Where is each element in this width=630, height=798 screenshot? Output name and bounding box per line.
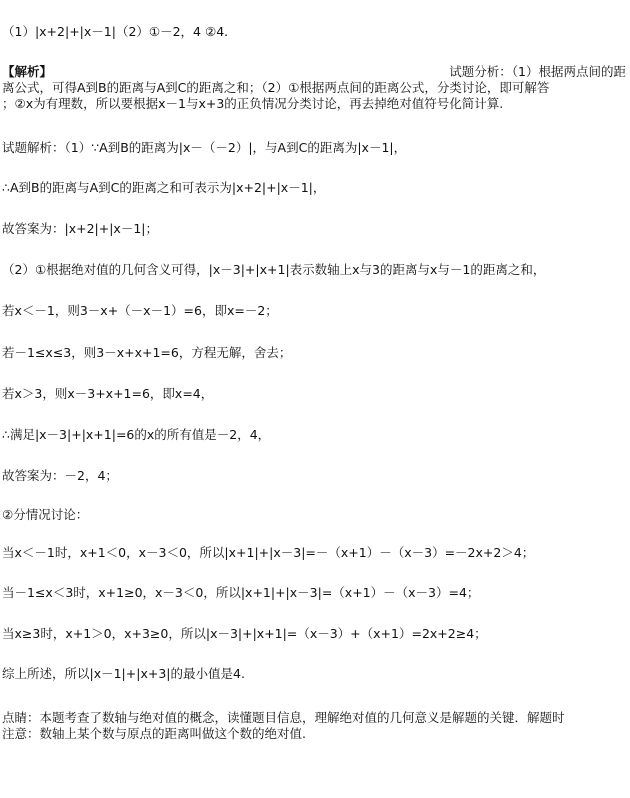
solution-line-10: ②分情况讨论： [2, 507, 89, 522]
solution-line-1: 试题解析：（1）∵A到B的距离为|x－（－2）|，与A到C的距离为|x－1|， [2, 140, 407, 155]
solution-line-5: 若x＜－1，则3－x+（－x－1）=6，即x=－2； [2, 303, 278, 318]
solution-line-13: 当x≥3时，x+1＞0，x+3≥0，所以|x－3|+|x+1|=（x－3）+（x+1）=2x+2≥4； [2, 626, 487, 641]
answer-line: （1）|x+2|+|x－1|（2）①－2，4 ②4. [2, 24, 229, 39]
analysis-head: 试题分析：（1）根据两点间的距 [449, 64, 626, 79]
note-line-1: 点睛：本题考查了数轴与绝对值的概念，读懂题目信息，理解绝对值的几何意义是解题的关键．解题时 [2, 710, 565, 725]
analysis-line-2: 离公式，可得A到B的距离与A到C的距离之和；（2）①根据两点间的距离公式，分类讨论，即可解答 [2, 80, 550, 95]
analysis-line-3: ；②x为有理数，所以要根据x－1与x+3的正负情况分类讨论，再去掉绝对值符号化简计算. [2, 96, 504, 111]
solution-line-3: 故答案为：|x+2|+|x－1|； [2, 221, 158, 236]
solution-line-4: （2）①根据绝对值的几何含义可得，|x－3|+|x+1|表示数轴上x与3的距离与x与－1的距离之和， [2, 262, 546, 277]
solution-line-6: 若－1≤x≤3，则3－x+x+1=6，方程无解，舍去； [2, 345, 292, 360]
note-line-2: 注意：数轴上某个数与原点的距离叫做这个数的绝对值. [2, 726, 306, 741]
solution-line-2: ∴A到B的距离与A到C的距离之和可表示为|x+2|+|x－1|， [2, 180, 326, 195]
solution-line-7: 若x＞3，则x－3+x+1=6，即x=4， [2, 386, 214, 401]
solution-line-9: 故答案为：－2，4； [2, 468, 118, 483]
jiexi-tag: 【解析】 [2, 64, 53, 79]
solution-line-11: 当x＜－1时，x+1＜0，x－3＜0，所以|x+1|+|x－3|=－（x+1）－（x－3）=－2x+2＞4； [2, 545, 535, 560]
solution-line-12: 当－1≤x＜3时，x+1≥0，x－3＜0，所以|x+1|+|x－3|=（x+1）－（x－3）=4； [2, 585, 480, 600]
solution-line-14: 综上所述，所以|x－1|+|x+3|的最小值是4. [2, 666, 245, 681]
solution-line-8: ∴满足|x－3|+|x+1|=6的x的所有值是－2，4， [2, 427, 271, 442]
